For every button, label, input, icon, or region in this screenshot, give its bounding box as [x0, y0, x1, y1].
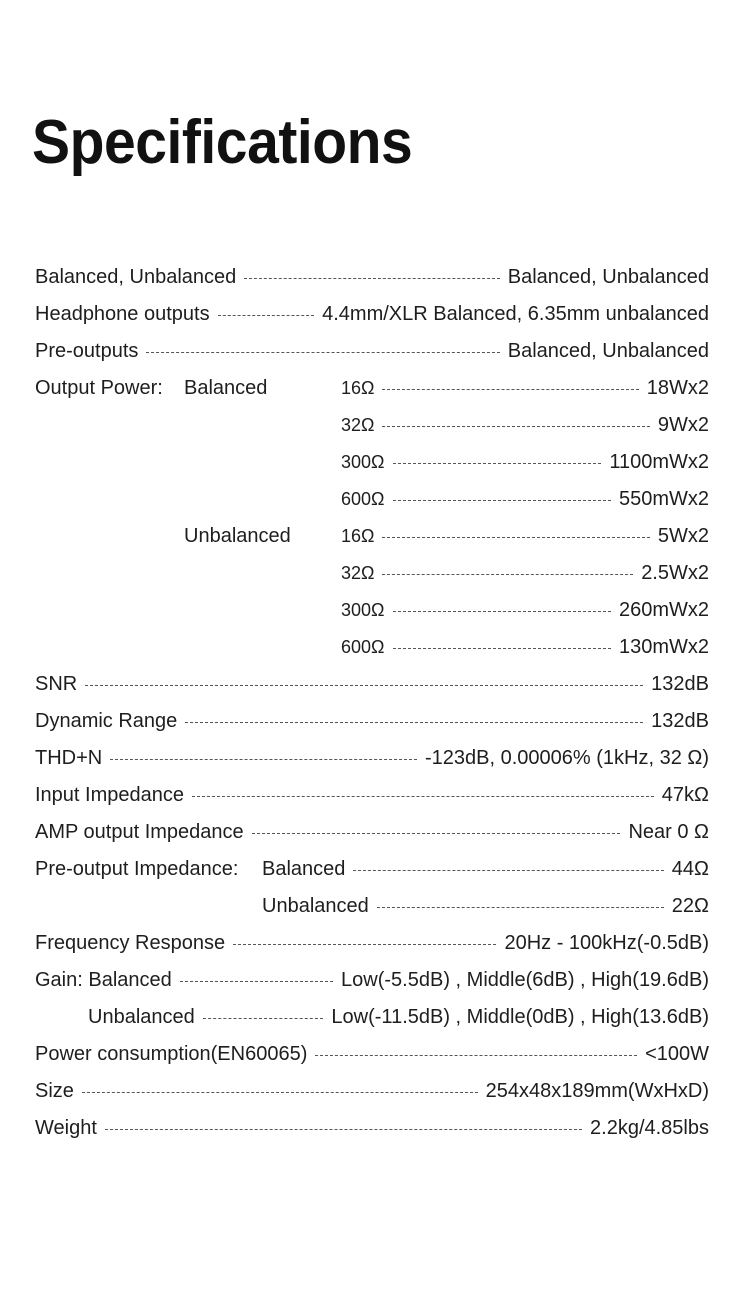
spec-value: 4.4mm/XLR Balanced, 6.35mm unbalanced [322, 303, 709, 325]
load-label: 300Ω [341, 452, 385, 472]
leader-dots [382, 426, 649, 427]
spec-label: Balanced, Unbalanced [35, 266, 237, 288]
spec-label: Weight [35, 1117, 97, 1139]
spec-row-amp-output-impedance [35, 814, 709, 851]
leader-dots [315, 1055, 637, 1056]
leader-dots [146, 352, 499, 353]
leader-dots [192, 796, 654, 797]
load-label: 16Ω [341, 378, 375, 398]
spec-label: Unbalanced [262, 895, 369, 917]
load-label: 300Ω [341, 600, 385, 620]
leader-dots [244, 278, 499, 279]
spec-value: 132dB [651, 710, 709, 732]
power-value: 5Wx2 [657, 525, 709, 547]
spec-label: Unbalanced [88, 1006, 195, 1028]
leader-dots [353, 870, 663, 871]
output-power-balanced-row [341, 444, 709, 481]
leader-dots [393, 500, 611, 501]
spec-row-dynamic-range [35, 703, 709, 740]
spec-value: Low(-11.5dB) , Middle(0dB) , High(13.6dB) [331, 1006, 709, 1028]
pre-output-impedance-unbalanced-row [262, 888, 709, 925]
output-power-unbalanced-label: Unbalanced [184, 525, 291, 547]
spec-label: Input Impedance [35, 784, 184, 806]
spec-value: <100W [645, 1043, 709, 1065]
spec-value: -123dB, 0.00006% (1kHz, 32 Ω) [425, 747, 709, 769]
spec-label: Frequency Response [35, 932, 226, 954]
pre-output-impedance-label: Pre-output Impedance: [35, 858, 239, 880]
output-power-unbalanced-row [341, 518, 709, 555]
leader-dots [185, 722, 643, 723]
power-value: 130mWx2 [618, 636, 709, 658]
leader-dots [218, 315, 315, 316]
spec-value: Near 0 Ω [628, 821, 709, 843]
leader-dots [203, 1018, 324, 1019]
leader-dots [393, 648, 611, 649]
spec-row-power-consumption [35, 1036, 709, 1073]
output-power-unbalanced-row [341, 629, 709, 666]
spec-value: Low(-5.5dB) , Middle(6dB) , High(19.6dB) [341, 969, 709, 991]
power-value: 9Wx2 [657, 414, 709, 436]
power-value: 2.5Wx2 [641, 562, 709, 584]
spec-row-input-impedance [35, 777, 709, 814]
leader-dots [85, 685, 643, 686]
spec-row-balanced-unbalanced [35, 259, 709, 296]
spec-label: THD+N [35, 747, 103, 769]
spec-value: Balanced, Unbalanced [507, 266, 709, 288]
spec-label: Balanced [262, 858, 346, 880]
load-label: 16Ω [341, 526, 375, 546]
power-value: 260mWx2 [618, 599, 709, 621]
output-power-label: Output Power: [35, 377, 163, 399]
spec-row-size [35, 1073, 709, 1110]
spec-label: Power consumption(EN60065) [35, 1043, 308, 1065]
output-power-unbalanced-row [341, 555, 709, 592]
leader-dots [233, 944, 496, 945]
load-label: 600Ω [341, 489, 385, 509]
power-value: 1100mWx2 [609, 451, 709, 473]
leader-dots [382, 389, 638, 390]
spec-row-snr [35, 666, 709, 703]
load-label: 600Ω [341, 637, 385, 657]
spec-value: 44Ω [671, 858, 709, 880]
spec-value: 22Ω [671, 895, 709, 917]
output-power-balanced-row [341, 481, 709, 518]
spec-row-gain-unbalanced [88, 999, 709, 1036]
leader-dots [82, 1092, 478, 1093]
spec-value: 2.2kg/4.85lbs [590, 1117, 709, 1139]
leader-dots [105, 1129, 582, 1130]
spec-label: Pre-outputs [35, 340, 139, 362]
leader-dots [110, 759, 417, 760]
leader-dots [382, 537, 649, 538]
spec-row-pre-outputs [35, 333, 709, 370]
leader-dots [180, 981, 333, 982]
spec-value: Balanced, Unbalanced [507, 340, 709, 362]
spec-label: AMP output Impedance [35, 821, 244, 843]
output-power-unbalanced-row [341, 592, 709, 629]
leader-dots [377, 907, 664, 908]
spec-value: 47kΩ [661, 784, 709, 806]
spec-value: 20Hz - 100kHz(-0.5dB) [504, 932, 709, 954]
power-value: 18Wx2 [646, 377, 709, 399]
spec-row-headphone-outputs [35, 296, 709, 333]
output-power-balanced-label: Balanced [184, 377, 268, 399]
spec-label: Size [35, 1080, 74, 1102]
spec-label: SNR [35, 673, 78, 695]
output-power-balanced-row [341, 370, 709, 407]
output-power-balanced-row [341, 407, 709, 444]
spec-value: 132dB [651, 673, 709, 695]
spec-label: Gain: Balanced [35, 969, 172, 991]
spec-value: 254x48x189mm(WxHxD) [485, 1080, 709, 1102]
load-label: 32Ω [341, 563, 375, 583]
leader-dots [382, 574, 633, 575]
power-value: 550mWx2 [618, 488, 709, 510]
spec-label: Dynamic Range [35, 710, 178, 732]
leader-dots [252, 833, 621, 834]
load-label: 32Ω [341, 415, 375, 435]
leader-dots [393, 611, 611, 612]
spec-row-frequency-response [35, 925, 709, 962]
spec-row-gain-balanced [35, 962, 709, 999]
spec-row-weight [35, 1110, 709, 1147]
spec-label: Headphone outputs [35, 303, 210, 325]
spec-row-thd-n [35, 740, 709, 777]
pre-output-impedance-balanced-row [262, 851, 709, 888]
page-title: Specifications [32, 108, 413, 177]
leader-dots [393, 463, 602, 464]
